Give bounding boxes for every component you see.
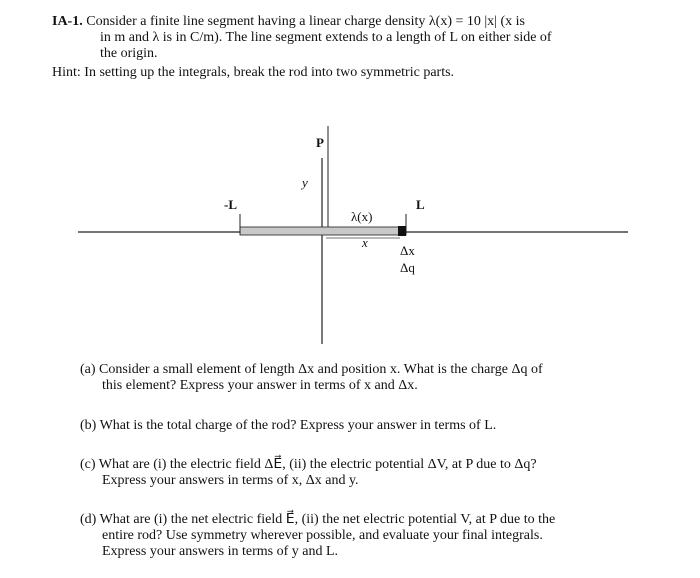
question-b — [80, 418, 496, 434]
diagram-drawing — [70, 118, 640, 350]
problem-text-line-1: Consider a finite line segment having a linear charge density λ(x) = 10 |x| (x is — [86, 14, 525, 29]
label-delta-q: Δq — [400, 260, 415, 275]
label-lambda: λ(x) — [351, 209, 373, 224]
question-d — [80, 512, 555, 560]
problem-number: IA-1. — [52, 14, 83, 29]
label-l: L — [416, 197, 425, 212]
question-c-line-1: (c) What are (i) the electric field ΔE⃗, (ii) the electric potential ΔV, at P due to Δq? — [80, 457, 537, 472]
label-x: x — [362, 235, 368, 250]
label-y: y — [302, 175, 308, 190]
charged-rod — [240, 227, 406, 235]
question-d-line-1: (d) What are (i) the net electric field E⃗, (ii) the net electric potential V, at P due to the — [80, 512, 556, 527]
question-c-line-2: Express your answers in terms of x, Δx and y. — [102, 473, 359, 488]
label-minus-l: -L — [224, 197, 237, 212]
label-point-p: P — [316, 135, 324, 150]
question-d-line-2: entire rod? Use symmetry wherever possible, and evaluate your final integrals. — [102, 528, 543, 543]
question-a-line-2: this element? Express your answer in terms of x and Δx. — [102, 378, 418, 393]
charge-element — [398, 226, 406, 236]
question-a — [80, 362, 543, 394]
question-d-line-3: Express your answers in terms of y and L. — [102, 544, 339, 559]
question-a-line-1: (a) Consider a small element of length Δx and position x. What is the charge Δq of — [80, 362, 543, 377]
problem-text-line-3: the origin. — [100, 46, 158, 61]
hint-text: Hint: In setting up the integrals, break the rod into two symmetric parts. — [52, 65, 455, 80]
problem-line-1 — [52, 14, 652, 30]
problem-text-line-2: in m and λ is in C/m). The line segment extends to a length of L on either side of — [100, 30, 552, 45]
label-delta-x: Δx — [400, 243, 415, 258]
problem-statement — [52, 14, 652, 62]
question-c — [80, 457, 537, 489]
rod-diagram — [70, 118, 640, 350]
question-b-line-1: (b) What is the total charge of the rod? Express your answer in terms of L. — [80, 418, 497, 433]
